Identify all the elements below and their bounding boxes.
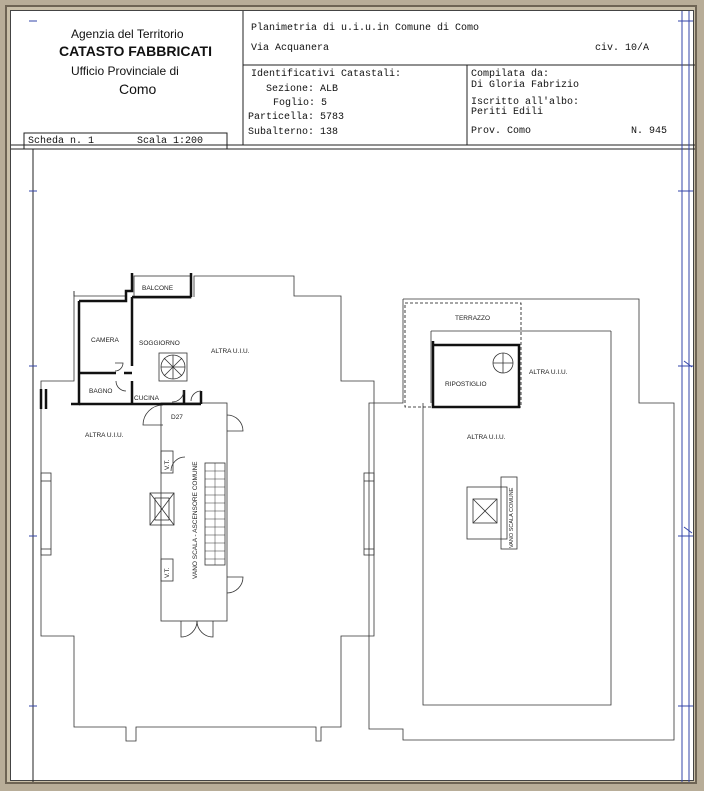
sheet-number: N. 945 [631, 126, 668, 137]
vano-scala-right-label: VANO SCALA COMUNE [509, 487, 515, 548]
vano-scala-label: VANO SCALA - ASCENSORE COMUNE [192, 461, 199, 579]
sezione-field: Sezione: ALB [266, 84, 339, 95]
d27-label: D27 [171, 414, 183, 421]
altra-uiu-right-label-1: ALTRA U.I.U. [529, 369, 568, 376]
compilata-label: Compilata da: [471, 69, 550, 80]
cucina-label: CUCINA [134, 395, 159, 402]
plan-title: Planimetria di u.i.u.in Comune di Como [251, 23, 480, 34]
altra-uiu-right-label-2: ALTRA U.I.U. [467, 434, 506, 441]
albo-value: Periti Edili [471, 107, 544, 118]
bagno-label: BAGNO [89, 388, 113, 395]
agency-line-1: Agenzia del Territorio [71, 27, 184, 41]
compilata-name: Di Gloria Fabrizio [471, 80, 580, 91]
agency-line-2: CATASTO FABBRICATI [59, 43, 212, 59]
vt-label-2: V.T. [164, 567, 171, 578]
cadastral-sheet [10, 10, 694, 781]
particella-field: Particella: 5783 [248, 112, 345, 123]
civic-number: civ. 10/A [595, 43, 650, 54]
altra-uiu-left-label: ALTRA U.I.U. [85, 432, 124, 439]
street-address: Via Acquanera [251, 43, 330, 54]
identifiers-title: Identificativi Catastali: [251, 69, 402, 80]
foglio-field: Foglio: 5 [273, 98, 328, 109]
subalterno-field: Subalterno: 138 [248, 127, 339, 138]
altra-uiu-top-label: ALTRA U.I.U. [211, 348, 250, 355]
province-field: Prov. Como [471, 126, 532, 137]
terrazzo-label: TERRAZZO [455, 315, 491, 322]
albo-label: Iscritto all'albo: [471, 97, 580, 108]
camera-label: CAMERA [91, 337, 119, 344]
scheda-field: Scheda n. 1 [28, 136, 95, 147]
agency-line-3: Ufficio Provinciale di [71, 64, 179, 78]
ripostiglio-label: RIPOSTIGLIO [445, 381, 487, 388]
scala-field: Scala 1:200 [137, 136, 204, 147]
soggiorno-label: SOGGIORNO [139, 340, 180, 347]
sheet-drawing [11, 11, 695, 782]
agency-line-4: Como [119, 81, 157, 97]
vt-label-1: V.T. [164, 459, 171, 470]
balcone-label: BALCONE [142, 285, 174, 292]
